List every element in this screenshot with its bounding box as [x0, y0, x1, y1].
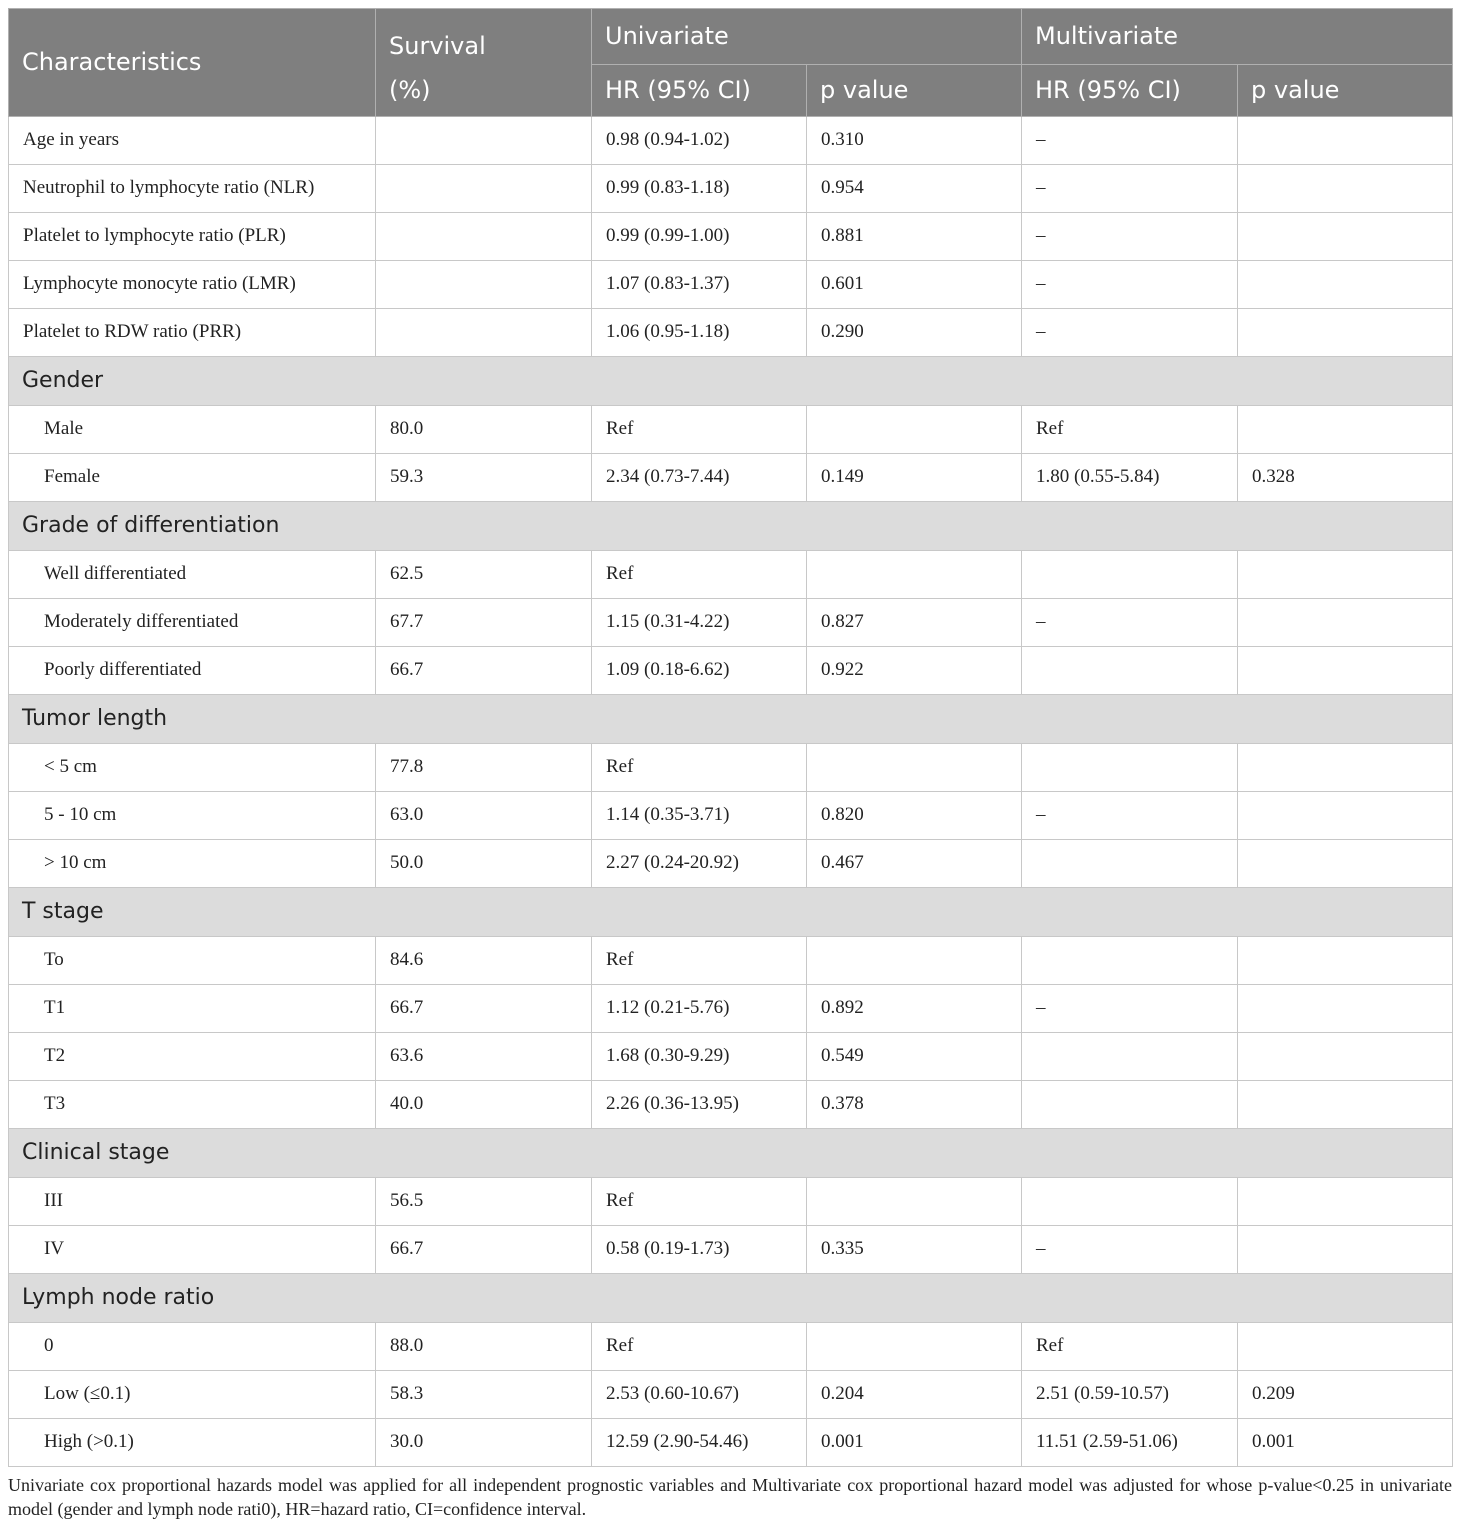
uni-p-cell: [807, 1322, 1022, 1370]
survival-cell: 59.3: [376, 453, 592, 501]
table-header: [9, 9, 1453, 117]
uni-p-cell: [807, 1177, 1022, 1225]
uni-hr-cell: 2.34 (0.73-7.44): [592, 453, 807, 501]
row-label: 5 - 10 cm: [9, 791, 376, 839]
row-label: < 5 cm: [9, 743, 376, 791]
uni-hr-cell: 0.98 (0.94-1.02): [592, 116, 807, 164]
multi-hr-cell: [1022, 1177, 1238, 1225]
row-label: T1: [9, 984, 376, 1032]
uni-hr-cell: 1.07 (0.83-1.37): [592, 260, 807, 308]
table-row: [9, 1322, 1453, 1370]
multi-p-cell: [1238, 1322, 1453, 1370]
multi-p-cell: [1238, 550, 1453, 598]
multi-hr-cell: 11.51 (2.59-51.06): [1022, 1418, 1238, 1466]
uni-p-cell: 0.001: [807, 1418, 1022, 1466]
multi-hr-cell: [1022, 1080, 1238, 1128]
header-multi-hr: HR (95% CI): [1022, 64, 1238, 116]
uni-p-cell: [807, 550, 1022, 598]
multi-hr-cell: 2.51 (0.59-10.57): [1022, 1370, 1238, 1418]
multi-hr-cell: [1022, 936, 1238, 984]
uni-p-cell: 0.149: [807, 453, 1022, 501]
survival-cell: 84.6: [376, 936, 592, 984]
survival-cell: [376, 260, 592, 308]
row-label: Lymphocyte monocyte ratio (LMR): [9, 260, 376, 308]
uni-hr-cell: 2.26 (0.36-13.95): [592, 1080, 807, 1128]
row-label: Age in years: [9, 116, 376, 164]
section-row: [9, 501, 1453, 550]
row-label: Platelet to lymphocyte ratio (PLR): [9, 212, 376, 260]
table-row: [9, 791, 1453, 839]
multi-p-cell: [1238, 1032, 1453, 1080]
section-label: Clinical stage: [9, 1128, 1453, 1177]
table-row: [9, 936, 1453, 984]
table-row: [9, 1225, 1453, 1273]
uni-p-cell: 0.467: [807, 839, 1022, 887]
section-row: [9, 1273, 1453, 1322]
row-label: Moderately differentiated: [9, 598, 376, 646]
multi-hr-cell: –: [1022, 212, 1238, 260]
survival-cell: 30.0: [376, 1418, 592, 1466]
multi-p-cell: [1238, 212, 1453, 260]
uni-hr-cell: Ref: [592, 743, 807, 791]
multi-p-cell: [1238, 984, 1453, 1032]
multi-p-cell: [1238, 405, 1453, 453]
multi-p-cell: [1238, 260, 1453, 308]
survival-cell: 80.0: [376, 405, 592, 453]
uni-p-cell: 0.335: [807, 1225, 1022, 1273]
uni-hr-cell: 2.53 (0.60-10.67): [592, 1370, 807, 1418]
survival-cell: 56.5: [376, 1177, 592, 1225]
row-label: Female: [9, 453, 376, 501]
row-label: T2: [9, 1032, 376, 1080]
uni-p-cell: 0.827: [807, 598, 1022, 646]
survival-cell: 67.7: [376, 598, 592, 646]
multi-hr-cell: –: [1022, 308, 1238, 356]
multi-p-cell: [1238, 164, 1453, 212]
uni-hr-cell: Ref: [592, 1322, 807, 1370]
multi-p-cell: [1238, 308, 1453, 356]
survival-cell: 50.0: [376, 839, 592, 887]
multi-hr-cell: –: [1022, 598, 1238, 646]
multi-p-cell: [1238, 116, 1453, 164]
row-label: Poorly differentiated: [9, 646, 376, 694]
uni-hr-cell: 1.09 (0.18-6.62): [592, 646, 807, 694]
multi-hr-cell: –: [1022, 791, 1238, 839]
uni-hr-cell: 2.27 (0.24-20.92): [592, 839, 807, 887]
uni-p-cell: 0.922: [807, 646, 1022, 694]
uni-p-cell: 0.378: [807, 1080, 1022, 1128]
uni-hr-cell: 1.12 (0.21-5.76): [592, 984, 807, 1032]
multi-hr-cell: [1022, 839, 1238, 887]
multi-hr-cell: 1.80 (0.55-5.84): [1022, 453, 1238, 501]
table-row: [9, 308, 1453, 356]
row-label: 0: [9, 1322, 376, 1370]
uni-hr-cell: 1.14 (0.35-3.71): [592, 791, 807, 839]
table-row: [9, 1080, 1453, 1128]
multi-p-cell: [1238, 936, 1453, 984]
uni-p-cell: [807, 743, 1022, 791]
table-row: [9, 453, 1453, 501]
uni-p-cell: 0.954: [807, 164, 1022, 212]
multi-p-cell: 0.209: [1238, 1370, 1453, 1418]
multi-p-cell: [1238, 791, 1453, 839]
survival-cell: 62.5: [376, 550, 592, 598]
section-row: [9, 356, 1453, 405]
uni-p-cell: 0.881: [807, 212, 1022, 260]
row-label: Low (≤0.1): [9, 1370, 376, 1418]
header-uni-hr: HR (95% CI): [592, 64, 807, 116]
row-label: Well differentiated: [9, 550, 376, 598]
table-row: [9, 598, 1453, 646]
uni-hr-cell: 1.15 (0.31-4.22): [592, 598, 807, 646]
header-characteristics: Characteristics: [9, 9, 376, 117]
uni-p-cell: 0.290: [807, 308, 1022, 356]
uni-hr-cell: Ref: [592, 1177, 807, 1225]
survival-cell: [376, 116, 592, 164]
table-row: [9, 405, 1453, 453]
table-footnote: Univariate cox proportional hazards model was applied for all independent prognostic variables and Multivariate cox proportional hazard model was adjusted for whose p-value<0.25 in univariate model (gender and lymph node rati0), HR=hazard ratio, CI=confidence interval.: [8, 1474, 1452, 1519]
table-row: [9, 743, 1453, 791]
survival-cell: [376, 308, 592, 356]
survival-cell: 66.7: [376, 646, 592, 694]
header-univariate: Univariate: [592, 9, 1022, 65]
table-row: [9, 984, 1453, 1032]
multi-hr-cell: Ref: [1022, 1322, 1238, 1370]
multi-p-cell: 0.328: [1238, 453, 1453, 501]
table-row: [9, 164, 1453, 212]
survival-cell: 88.0: [376, 1322, 592, 1370]
row-label: Neutrophil to lymphocyte ratio (NLR): [9, 164, 376, 212]
multi-hr-cell: –: [1022, 984, 1238, 1032]
table-row: [9, 116, 1453, 164]
table-row: [9, 646, 1453, 694]
row-label: Platelet to RDW ratio (PRR): [9, 308, 376, 356]
uni-hr-cell: 0.58 (0.19-1.73): [592, 1225, 807, 1273]
uni-p-cell: [807, 936, 1022, 984]
uni-p-cell: 0.549: [807, 1032, 1022, 1080]
uni-hr-cell: 1.68 (0.30-9.29): [592, 1032, 807, 1080]
uni-p-cell: [807, 405, 1022, 453]
header-survival-unit: (%): [376, 64, 592, 116]
uni-hr-cell: Ref: [592, 550, 807, 598]
multi-hr-cell: [1022, 743, 1238, 791]
survival-cell: 66.7: [376, 984, 592, 1032]
uni-hr-cell: 0.99 (0.99-1.00): [592, 212, 807, 260]
row-label: T3: [9, 1080, 376, 1128]
multi-p-cell: [1238, 1225, 1453, 1273]
uni-p-cell: 0.204: [807, 1370, 1022, 1418]
multi-hr-cell: [1022, 1032, 1238, 1080]
header-multi-p: p value: [1238, 64, 1453, 116]
table-row: [9, 839, 1453, 887]
section-row: [9, 887, 1453, 936]
table-row: [9, 1370, 1453, 1418]
section-row: [9, 1128, 1453, 1177]
survival-cell: 66.7: [376, 1225, 592, 1273]
multi-p-cell: [1238, 598, 1453, 646]
survival-cell: 77.8: [376, 743, 592, 791]
multi-p-cell: 0.001: [1238, 1418, 1453, 1466]
header-survival: Survival: [376, 9, 592, 65]
survival-cell: [376, 212, 592, 260]
uni-hr-cell: Ref: [592, 405, 807, 453]
section-label: T stage: [9, 887, 1453, 936]
multi-p-cell: [1238, 839, 1453, 887]
survival-cell: 63.6: [376, 1032, 592, 1080]
table-row: [9, 1032, 1453, 1080]
table-row: [9, 212, 1453, 260]
section-label: Tumor length: [9, 694, 1453, 743]
uni-p-cell: 0.601: [807, 260, 1022, 308]
uni-p-cell: 0.310: [807, 116, 1022, 164]
multi-hr-cell: [1022, 646, 1238, 694]
multi-hr-cell: –: [1022, 116, 1238, 164]
row-label: IV: [9, 1225, 376, 1273]
survival-cell: 40.0: [376, 1080, 592, 1128]
survival-cell: 63.0: [376, 791, 592, 839]
header-uni-p: p value: [807, 64, 1022, 116]
row-label: High (>0.1): [9, 1418, 376, 1466]
table-body: [9, 116, 1453, 1466]
multi-hr-cell: –: [1022, 260, 1238, 308]
section-label: Lymph node ratio: [9, 1273, 1453, 1322]
survival-cell: 58.3: [376, 1370, 592, 1418]
row-label: > 10 cm: [9, 839, 376, 887]
uni-p-cell: 0.892: [807, 984, 1022, 1032]
header-multivariate: Multivariate: [1022, 9, 1453, 65]
multi-hr-cell: [1022, 550, 1238, 598]
row-label: III: [9, 1177, 376, 1225]
section-label: Gender: [9, 356, 1453, 405]
multi-hr-cell: –: [1022, 1225, 1238, 1273]
uni-hr-cell: Ref: [592, 936, 807, 984]
multi-p-cell: [1238, 1080, 1453, 1128]
uni-p-cell: 0.820: [807, 791, 1022, 839]
multi-p-cell: [1238, 743, 1453, 791]
uni-hr-cell: 1.06 (0.95-1.18): [592, 308, 807, 356]
multi-p-cell: [1238, 646, 1453, 694]
table-row: [9, 1177, 1453, 1225]
section-row: [9, 694, 1453, 743]
table-row: [9, 260, 1453, 308]
multi-hr-cell: –: [1022, 164, 1238, 212]
table-row: [9, 550, 1453, 598]
survival-table: [8, 8, 1453, 1467]
uni-hr-cell: 0.99 (0.83-1.18): [592, 164, 807, 212]
table-container: [8, 8, 1452, 1521]
survival-cell: [376, 164, 592, 212]
row-label: To: [9, 936, 376, 984]
section-label: Grade of differentiation: [9, 501, 1453, 550]
uni-hr-cell: 12.59 (2.90-54.46): [592, 1418, 807, 1466]
multi-hr-cell: Ref: [1022, 405, 1238, 453]
table-row: [9, 1418, 1453, 1466]
row-label: Male: [9, 405, 376, 453]
multi-p-cell: [1238, 1177, 1453, 1225]
